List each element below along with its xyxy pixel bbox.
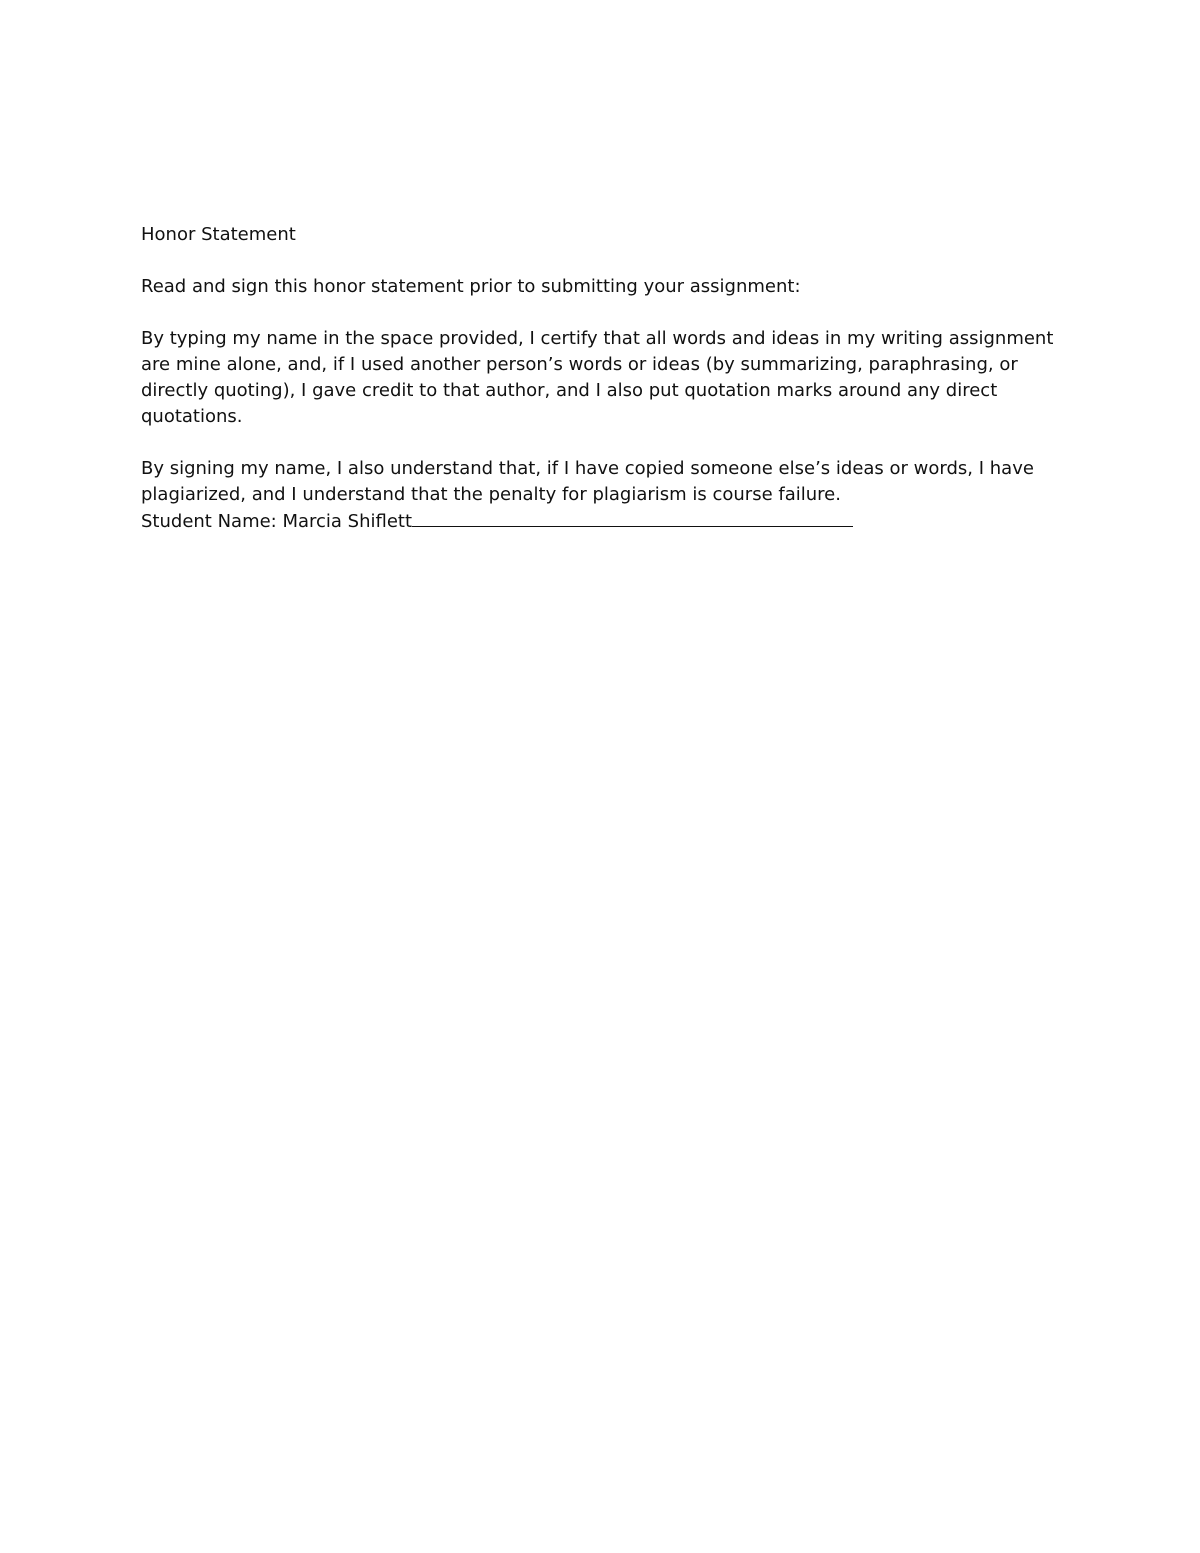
instruction-text: Read and sign this honor statement prior to submitting your assignment: xyxy=(141,276,801,297)
document-title: Honor Statement xyxy=(141,224,296,245)
signature-underline xyxy=(412,508,853,527)
signature-label: Student Name: Marcia Shiflett xyxy=(141,511,413,532)
plagiarism-paragraph: By signing my name, I also understand that, if I have copied someone else’s ideas or words, I have plagiarized, and I understand that the penalty for plagiarism is course failure. xyxy=(141,458,1034,505)
document-body xyxy=(141,222,1061,535)
certification-paragraph: By typing my name in the space provided, I certify that all words and ideas in my writing assignment are mine alone, and, if I used another person’s words or ideas (by summarizing, paraphrasing, or directly quoting), I gave credit to that author, and I also put quotation marks around any direct quotations. xyxy=(141,328,1054,427)
signature-line xyxy=(141,508,1061,535)
